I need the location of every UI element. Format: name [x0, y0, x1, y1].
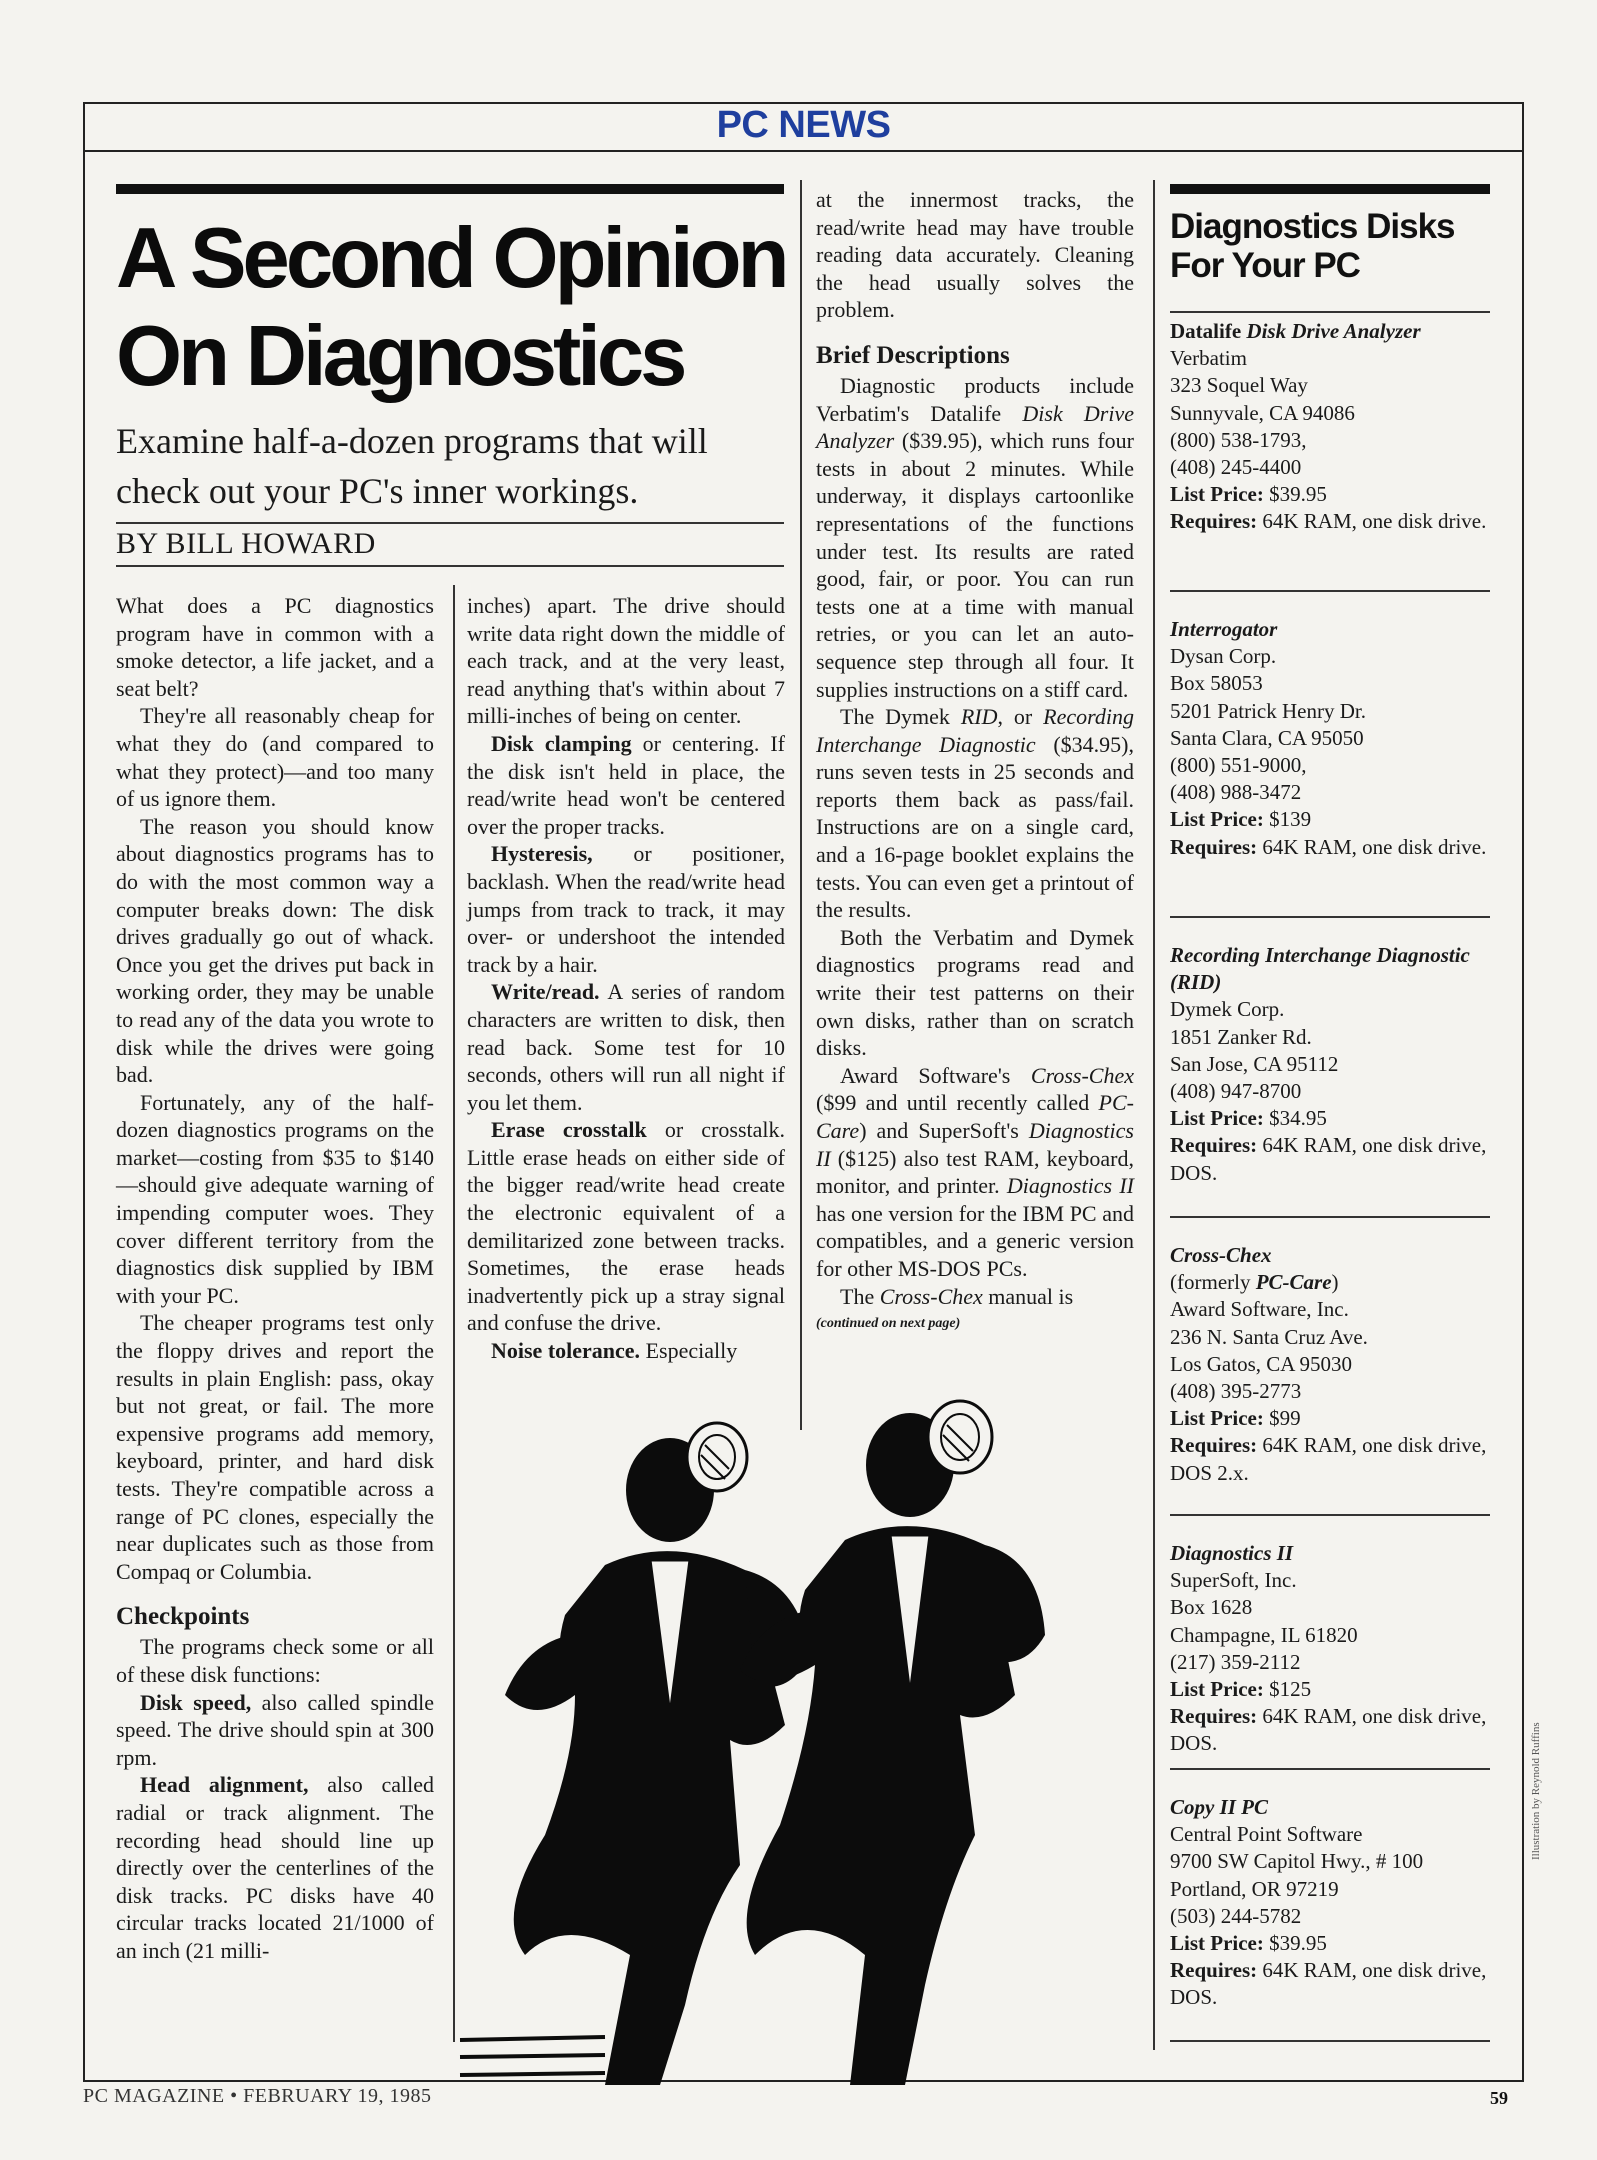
- requires-label: Requires:: [1170, 1704, 1258, 1729]
- run-in-head: Hysteresis,: [491, 841, 593, 867]
- entry-line: 236 N. Santa Cruz Ave.: [1170, 1324, 1368, 1349]
- section-rule: [83, 150, 1524, 152]
- entry-line: (800) 538-1793,: [1170, 427, 1307, 452]
- text-run: ($125) also test RAM, keyboard, monitor, and printer.: [816, 1145, 1134, 1199]
- sidebar-entry-copy-ii-pc: [1170, 1794, 1500, 2012]
- paragraph: [816, 703, 1134, 924]
- illustration-credit: Illustration by Reynold Ruffins: [1530, 1722, 1542, 1860]
- sidebar-rule: [1170, 1768, 1490, 1770]
- entry-requires: [1170, 834, 1500, 861]
- sidebar-rule: [1170, 2040, 1490, 2042]
- price-value: $39.95: [1263, 482, 1327, 507]
- price-value: $99: [1263, 1406, 1301, 1431]
- paragraph: Both the Verbatim and Dymek diagnostics programs read and write their test patterns on their own disks, rather than on scratch disks.: [816, 924, 1134, 1061]
- requires-label: Requires:: [1170, 1433, 1258, 1458]
- entry-price: [1170, 1105, 1500, 1132]
- entry-line: Los Gatos, CA 95030: [1170, 1351, 1353, 1376]
- product-title: Diagnostics II: [816, 1118, 1134, 1171]
- deck: Examine half-a-dozen programs that will check out your PC's inner workings.: [116, 421, 708, 511]
- footer-publication: PC MAGAZINE • FEBRUARY 19, 1985: [83, 2085, 432, 2107]
- sidebar-rule: [1170, 590, 1490, 592]
- run-in-head: Disk clamping: [491, 730, 632, 756]
- price-value: $34.95: [1263, 1106, 1327, 1131]
- price-label: List Price:: [1170, 482, 1264, 507]
- sidebar-title: Diagnostics Disks For Your PC: [1170, 207, 1455, 285]
- paragraph: They're all reasonably cheap for what they do (and compared to what they protect)—and too many of us ignore them.: [116, 703, 434, 812]
- entry-line: Award Software, Inc.: [1170, 1297, 1349, 1322]
- price-label: List Price:: [1170, 1931, 1264, 1956]
- entry-line: Sunnyvale, CA 94086: [1170, 400, 1355, 425]
- page-number: 59: [1490, 2088, 1508, 2108]
- paragraph: [816, 372, 1134, 703]
- requires-label: Requires:: [1170, 1958, 1258, 1983]
- requires-label: Requires:: [1170, 834, 1258, 859]
- paragraph: The programs check some or all of these disk functions:: [116, 1634, 434, 1687]
- sidebar-rule: [1170, 1514, 1490, 1516]
- text-run: ($99 and until recently called: [816, 1090, 1099, 1116]
- text-run: ): [1331, 1270, 1339, 1295]
- product-title: Recording Interchange Diagnostic: [816, 704, 1134, 757]
- entry-line: (408) 947-8700: [1170, 1079, 1302, 1104]
- sidebar-rule: [1170, 311, 1490, 313]
- entry-line: (408) 988-3472: [1170, 780, 1302, 805]
- entry-line: Central Point Software: [1170, 1822, 1363, 1847]
- entry-line: (408) 395-2773: [1170, 1379, 1302, 1404]
- sidebar-rule: [1170, 1216, 1490, 1218]
- entry-price: [1170, 806, 1500, 833]
- former-name: PC-Care: [1255, 1270, 1332, 1295]
- text-run: (formerly: [1170, 1270, 1256, 1295]
- text-run: The: [840, 1283, 880, 1309]
- deck-rule: [116, 522, 784, 524]
- sidebar-rule: [1170, 916, 1490, 918]
- entry-requires: [1170, 1703, 1500, 1757]
- entry-name: [1170, 1794, 1500, 1821]
- entry-line: 1851 Zanker Rd.: [1170, 1024, 1312, 1049]
- byline-rule: [116, 565, 784, 567]
- entry-line: Dysan Corp.: [1170, 644, 1277, 669]
- product-title: Disk Drive Analyzer: [816, 400, 1134, 454]
- text-run: Award Software's: [840, 1062, 1031, 1088]
- paragraph-text: also called spindle speed. The drive should spin at 300 rpm.: [116, 1689, 434, 1770]
- product-title: Cross-Chex: [879, 1283, 983, 1309]
- product-title: RID: [960, 704, 998, 730]
- text-run: ($34.95), runs seven tests in 25 seconds and reports them back as pass/fail. Instructions are on a single card, and a 16-page booklet explains the tests. You can even get a printout of the results.: [816, 731, 1134, 923]
- entry-name-italic: Recording Interchange Diagnostic (RID): [1170, 943, 1470, 995]
- run-in-head: Disk speed,: [140, 1689, 252, 1715]
- price-label: List Price:: [1170, 1106, 1264, 1131]
- entry-price: [1170, 481, 1500, 508]
- article-column-3: [816, 186, 1134, 1338]
- paragraph-text: or positioner, backlash. When the read/write head jumps from track to track, it may over- or undershoot the intended track by a hair.: [467, 841, 785, 977]
- headline-line-2: On Diagnostics: [116, 309, 684, 404]
- requires-value: 64K RAM, one disk drive.: [1257, 509, 1487, 534]
- sidebar-entry-datalife: [1170, 318, 1500, 536]
- headline-top-rule: [116, 184, 784, 194]
- byline: BY BILL HOWARD: [116, 527, 376, 560]
- requires-value: 64K RAM, one disk drive.: [1257, 834, 1487, 859]
- entry-name: [1170, 318, 1500, 345]
- entry-name-italic: Cross-Chex: [1170, 1243, 1272, 1267]
- entry-name: [1170, 942, 1500, 996]
- entry-name-italic: Diagnostics II: [1170, 1541, 1294, 1565]
- sidebar-top-rule: [1170, 184, 1490, 194]
- entry-line: Box 1628: [1170, 1595, 1253, 1620]
- entry-price: [1170, 1930, 1500, 1957]
- entry-line: 5201 Patrick Henry Dr.: [1170, 698, 1366, 723]
- paragraph: [816, 1283, 1134, 1311]
- run-in-head: Write/read.: [491, 979, 600, 1005]
- entry-line: Verbatim: [1170, 346, 1247, 371]
- paragraph-text: Especially: [640, 1338, 738, 1364]
- requires-value: 64K RAM, one disk drive, DOS.: [1170, 1958, 1487, 2010]
- entry-price: [1170, 1405, 1500, 1432]
- entry-line: SuperSoft, Inc.: [1170, 1568, 1297, 1593]
- headline: [116, 210, 796, 406]
- entry-name-plain: Datalife: [1170, 319, 1247, 343]
- text-run: ) and SuperSoft's: [859, 1118, 1029, 1143]
- entry-name-italic: Interrogator: [1170, 617, 1278, 641]
- subhead-checkpoints: Checkpoints: [116, 1603, 250, 1631]
- paragraph: The cheaper programs test only the floppy drives and report the results in plain English: pass, okay but not great, or fail. The more expensive programs add memory, keyboard, printer, and hard disk tests. They're compatible across a range of PC clones, especially the near duplicates such as those from Compaq or Columbia.: [116, 1310, 434, 1584]
- entry-line: Champagne, IL 61820: [1170, 1622, 1358, 1647]
- entry-requires: [1170, 508, 1500, 535]
- price-label: List Price:: [1170, 807, 1264, 832]
- paragraph: What does a PC diagnostics program have in common with a smoke detector, a life jacket, and a seat belt?: [116, 593, 434, 701]
- entry-name: [1170, 1242, 1500, 1269]
- paragraph: inches) apart. The drive should write data right down the middle of each track, and at the very least, read anything that's within about 7 milli-inches of being on center.: [467, 593, 785, 729]
- run-in-head: Erase crosstalk: [491, 1117, 647, 1143]
- entry-name: [1170, 1540, 1500, 1567]
- entry-line: 9700 SW Capitol Hwy., # 100: [1170, 1849, 1424, 1874]
- entry-name-italic: Copy II PC: [1170, 1795, 1269, 1819]
- entry-line: (800) 551-9000,: [1170, 753, 1307, 778]
- price-value: $125: [1263, 1677, 1312, 1702]
- requires-value: 64K RAM, one disk drive, DOS.: [1170, 1133, 1487, 1185]
- headline-line-1: A Second Opinion: [116, 211, 786, 306]
- paragraph: [467, 1116, 785, 1337]
- entry-line: Portland, OR 97219: [1170, 1876, 1339, 1901]
- section-label: PC NEWS: [716, 104, 891, 146]
- sidebar-entry-rid: [1170, 942, 1500, 1187]
- entry-line: San Jose, CA 95112: [1170, 1051, 1339, 1076]
- entry-requires: [1170, 1132, 1500, 1186]
- price-value: $39.95: [1263, 1931, 1327, 1956]
- text-run: has one version for the IBM PC and compatibles, and a generic version for other MS-DOS PCs.: [816, 1200, 1134, 1281]
- article-column-2: [467, 592, 785, 1365]
- text-run: , or: [997, 704, 1044, 730]
- requires-value: 64K RAM, one disk drive, DOS 2.x.: [1170, 1433, 1487, 1485]
- paragraph: [467, 730, 785, 840]
- product-title: Diagnostics II: [1006, 1173, 1134, 1199]
- entry-line: (503) 244-5782: [1170, 1903, 1302, 1928]
- text-run: Diagnostic products include Verbatim's Datalife: [816, 372, 1134, 426]
- text-run: manual is: [982, 1283, 1074, 1309]
- text-run: The Dymek: [840, 704, 961, 730]
- entry-line: [1170, 1269, 1500, 1296]
- entry-line: Box 58053: [1170, 671, 1263, 696]
- requires-label: Requires:: [1170, 1133, 1258, 1158]
- entry-line: Dymek Corp.: [1170, 997, 1285, 1022]
- column-divider: [800, 180, 802, 1430]
- requires-value: 64K RAM, one disk drive, DOS.: [1170, 1704, 1487, 1756]
- paragraph: [116, 1771, 434, 1964]
- entry-line: (217) 359-2112: [1170, 1649, 1301, 1674]
- entry-requires: [1170, 1432, 1500, 1486]
- paragraph: [467, 978, 785, 1116]
- entry-line: Santa Clara, CA 95050: [1170, 725, 1364, 750]
- text-run: ($39.95), which runs four tests in about 2 minutes. While underway, it displays cartoonlike representations of the functions under test. Its results are rated good, fair, or poor. You can run tests one at a time with manual retries, or you can let an auto-sequence step through all four. It supplies instructions on a stiff card.: [816, 428, 1134, 702]
- run-in-head: Noise tolerance.: [491, 1338, 641, 1364]
- paragraph: [816, 1062, 1134, 1283]
- subhead-brief-descriptions: Brief Descriptions: [816, 341, 1010, 369]
- paragraph-text: or centering. If the disk isn't held in place, the read/write head won't be centered over the proper tracks.: [467, 730, 785, 839]
- paragraph: [467, 840, 785, 978]
- price-label: List Price:: [1170, 1406, 1264, 1431]
- sidebar-entry-diagnostics-ii: [1170, 1540, 1500, 1758]
- paragraph-text: also called radial or track alignment. The recording head should line up directly over the centerlines of the disk tracks. PC disks have 40 circular tracks located 21/1000 of an inch (21 milli-: [116, 1772, 434, 1963]
- continued-note: (continued on next page): [816, 1316, 961, 1332]
- price-value: $139: [1263, 807, 1312, 832]
- article-column-1: [116, 592, 434, 1965]
- sidebar-entry-interrogator: [1170, 616, 1500, 861]
- paragraph: at the innermost tracks, the read/write head may have trouble reading data accurately. Cleaning the head usually solves the problem.: [816, 187, 1134, 323]
- sidebar-entry-cross-chex: [1170, 1242, 1500, 1487]
- paragraph-text: or crosstalk. Little erase heads on either side of the bigger read/write head create the electronic equivalent of a demilitarized zone between tracks. Sometimes, the erase heads inadvertently pick up a stray signal and confuse the drive.: [467, 1117, 786, 1336]
- paragraph: Fortunately, any of the half-dozen diagnostics programs on the market—costing from $35 to $140—should give adequate warning of impending computer woes. They cover different territory from the diagnostics disk supplied by IBM with your PC.: [116, 1089, 434, 1308]
- paragraph: [467, 1337, 785, 1365]
- price-label: List Price:: [1170, 1677, 1264, 1702]
- product-title: Cross-Chex: [1030, 1062, 1134, 1088]
- entry-name-italic: Disk Drive Analyzer: [1246, 319, 1421, 343]
- paragraph-text: A series of random characters are written to disk, then read back. Some test for 10 seconds, others will run all night if you let them.: [467, 979, 785, 1115]
- entry-price: [1170, 1676, 1500, 1703]
- doctors-illustration: [455, 1395, 1175, 2100]
- paragraph: The reason you should know about diagnostics programs has to do with the most common way a computer breaks down: The disk drives gradually go out of whack. Once you get the drives put back in working order, they may be unable to read any of the data you wrote to disk while the drives were going bad.: [116, 813, 434, 1088]
- paragraph: [116, 1689, 434, 1772]
- entry-requires: [1170, 1957, 1500, 2011]
- entry-line: (408) 245-4400: [1170, 455, 1302, 480]
- product-title: PC-Care: [816, 1090, 1134, 1143]
- entry-line: 323 Soquel Way: [1170, 373, 1308, 398]
- entry-name: [1170, 616, 1500, 643]
- run-in-head: Head alignment,: [140, 1772, 309, 1798]
- requires-label: Requires:: [1170, 509, 1258, 534]
